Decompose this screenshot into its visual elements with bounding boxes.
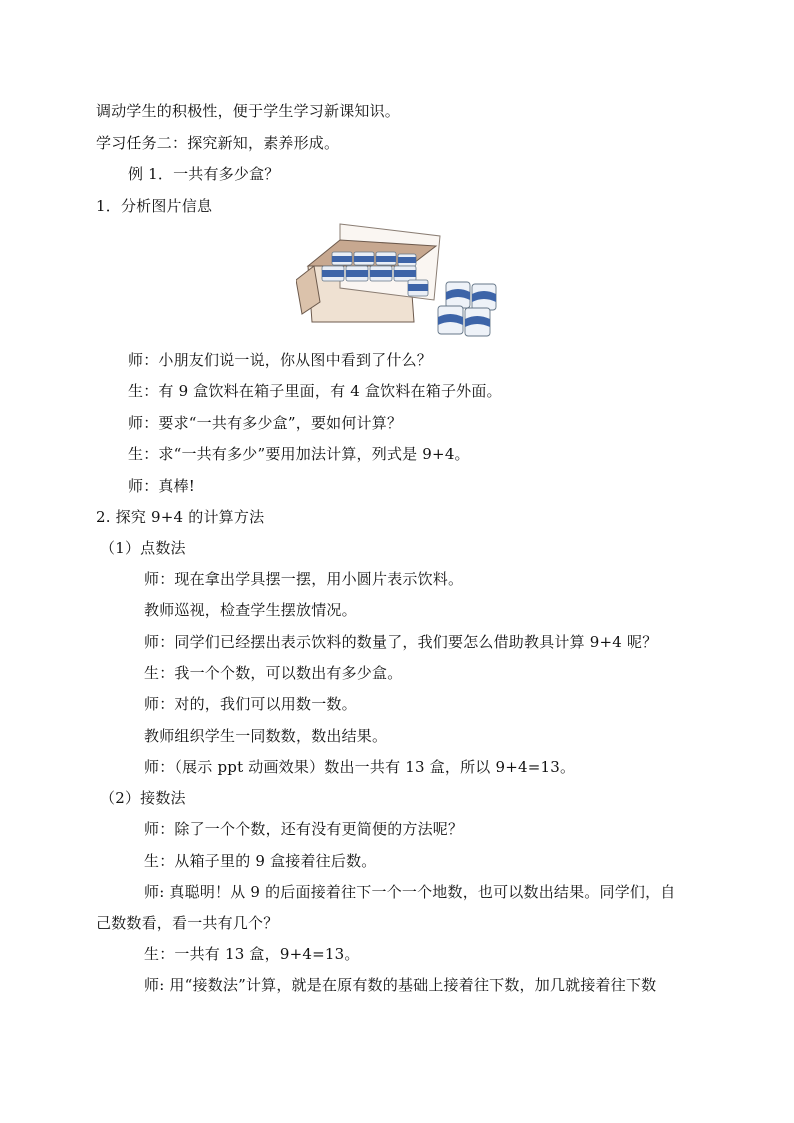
method-one-line-2: 教师巡视，检查学生摆放情况。 — [144, 601, 357, 619]
method-one-line-1: 师：现在拿出学具摆一摆，用小圆片表示饮料。 — [144, 570, 464, 588]
method-one-line-3: 师：同学们已经摆出表示饮料的数量了，我们要怎么借助教具计算 9+4 呢？ — [144, 633, 658, 651]
dialogue-student-2: 生：求“一共有多少”要用加法计算，列式是 9+4。 — [128, 445, 470, 463]
method-one-line-6: 教师组织学生一同数数，数出结果。 — [144, 727, 388, 745]
method-one-heading: （1）点数法 — [100, 539, 186, 557]
example-one-title: 例 1．一共有多少盒？ — [128, 165, 280, 183]
method-two-heading: （2）接数法 — [100, 789, 186, 807]
dialogue-teacher-3: 师：真棒! — [128, 477, 196, 495]
section-one-heading: 1．分析图片信息 — [96, 197, 213, 215]
method-two-line-1: 师：除了一个个数，还有没有更简便的方法呢？ — [144, 820, 464, 838]
dialogue-teacher-2: 师：要求“一共有多少盒”，要如何计算？ — [128, 414, 403, 432]
dialogue-student-1: 生：有 9 盒饮料在箱子里面，有 4 盒饮料在箱子外面。 — [128, 382, 502, 400]
drinks-outside-box-illustration — [438, 282, 496, 336]
method-one-line-5: 师：对的，我们可以用数一数。 — [144, 695, 357, 713]
drink-boxes-illustration — [296, 222, 500, 342]
method-two-line-3: 师: 真聪明！从 9 的后面接着往下一个一个地数，也可以数出结果。同学们，自 — [144, 883, 676, 901]
dialogue-teacher-1: 师：小朋友们说一说，你从图中看到了什么？ — [128, 351, 433, 369]
method-two-line-5: 师: 用“接数法”计算，就是在原有数的基础上接着往下数，加几就接着往下数 — [144, 976, 657, 994]
method-two-line-4: 生：一共有 13 盒，9+4=13。 — [144, 945, 360, 963]
method-one-line-7: 师：（展示 ppt 动画效果）数出一共有 13 盒，所以 9+4=13。 — [144, 758, 576, 776]
method-two-line-2: 生：从箱子里的 9 盒接着往后数。 — [144, 852, 377, 870]
method-two-line-3-continued: 己数数看，看一共有几个？ — [96, 914, 279, 932]
section-two-heading: 2. 探究 9+4 的计算方法 — [96, 508, 265, 526]
intro-text: 调动学生的积极性，便于学生学习新课知识。 — [96, 102, 401, 120]
task-two-heading: 学习任务二：探究新知，素养形成。 — [96, 134, 340, 152]
method-one-line-4: 生：我一个个数，可以数出有多少盒。 — [144, 664, 403, 682]
